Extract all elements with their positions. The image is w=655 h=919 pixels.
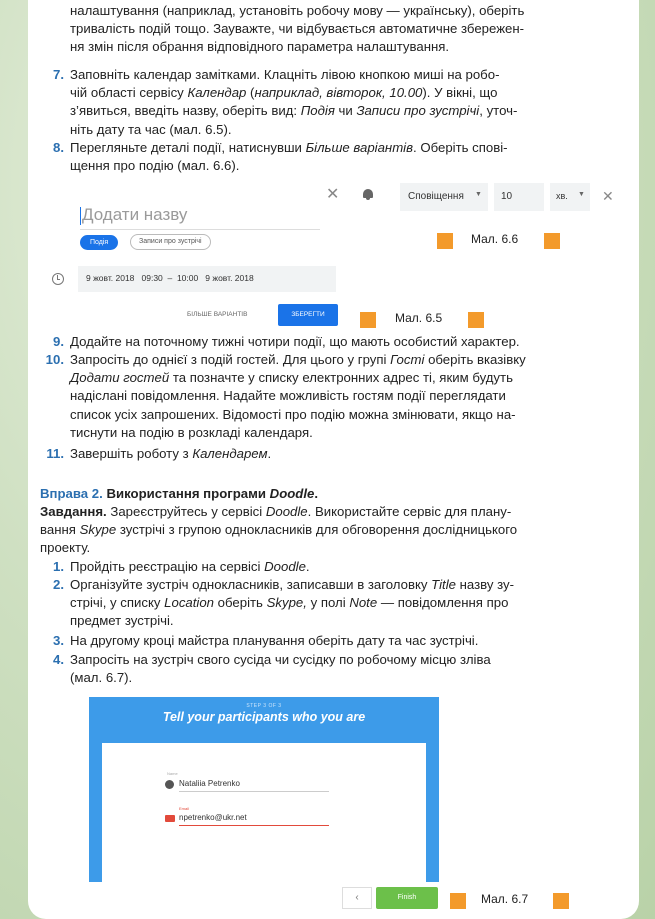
text-line: (мал. 6.7). bbox=[70, 670, 133, 686]
exercise-label: Вправа 2. bbox=[40, 486, 103, 501]
step-1-text: Пройдіть реєстрацію на сервісі Doodle. bbox=[70, 559, 310, 574]
text-line: проекту. bbox=[40, 540, 91, 556]
step-number: 2. bbox=[53, 577, 64, 592]
name-value: Nataliia Petrenko bbox=[179, 779, 240, 788]
tab-event[interactable]: Подія bbox=[80, 235, 118, 250]
task-label: Завдання. bbox=[40, 504, 107, 519]
notification-select[interactable] bbox=[400, 183, 488, 211]
text-line: список усіх запрошених. Відомості про подію можна змінювати, якщо на- bbox=[70, 406, 516, 422]
text-line: Перегляньте деталі події, натиснувши Більше варіантів. Оберіть спові- bbox=[70, 140, 508, 155]
caption-marker bbox=[437, 233, 453, 249]
email-value: npetrenko@ukr.net bbox=[179, 813, 247, 822]
text-line: надіслані повідомлення. Надайте можливість гостям події переглядати bbox=[70, 388, 506, 404]
clock-icon bbox=[52, 273, 64, 285]
step-number: 1. bbox=[53, 559, 64, 574]
caption-marker bbox=[450, 893, 466, 909]
wizard-heading: Tell your participants who you are bbox=[162, 710, 366, 724]
step-11-text: Завершіть роботу з Календарем. bbox=[70, 446, 272, 461]
caption-6-5: Мал. 6.5 bbox=[395, 311, 443, 325]
caption-6-6: Мал. 6.6 bbox=[471, 232, 519, 246]
exercise-title: Використання програми Doodle. bbox=[106, 486, 319, 501]
step-number: 10. bbox=[45, 352, 64, 367]
unit-select[interactable] bbox=[550, 183, 590, 211]
chevron-down-icon: ▼ bbox=[578, 191, 585, 198]
text-line: ня змін після обрання відповідного параметра налаштування. bbox=[70, 39, 450, 55]
wizard-step: STEP 3 OF 3 bbox=[246, 703, 282, 709]
exercise-2-heading bbox=[40, 485, 620, 503]
text-cursor bbox=[80, 207, 81, 225]
caption-marker bbox=[544, 233, 560, 249]
text-line: вання Skype зустрічі з групою однокласників для обговорення дослідницького bbox=[40, 522, 518, 538]
text-line: щення про подію (мал. 6.6). bbox=[70, 158, 240, 174]
name-label: Name bbox=[167, 771, 178, 776]
step-number: 8. bbox=[53, 140, 64, 155]
step-4-text bbox=[70, 651, 620, 687]
step-number: 4. bbox=[53, 652, 64, 667]
step-9-text: Додайте на поточному тижні чотири події, що мають особистий характер. bbox=[70, 334, 520, 349]
text-line: Додати гостей та позначте у списку електронних адрес ті, яким будуть bbox=[70, 370, 513, 386]
step-number: 7. bbox=[53, 67, 64, 82]
text-line: тиснути на подію в розкладі календаря. bbox=[70, 424, 313, 440]
user-icon bbox=[165, 780, 174, 789]
caption-marker bbox=[360, 312, 376, 328]
step-2-text bbox=[70, 576, 620, 631]
text-line: Завдання. Зареєструйтесь у сервісі Doodle. Використайте сервіс для плану- bbox=[40, 504, 512, 519]
more-options-button[interactable]: БІЛЬШЕ ВАРІАНТІВ bbox=[187, 311, 248, 318]
doodle-panel bbox=[89, 697, 439, 882]
title-placeholder: Додати назву bbox=[82, 205, 188, 224]
text-line: з’явиться, введіть назву, оберіть вид: Подія чи Записи про зустрічі, уточ- bbox=[70, 103, 518, 119]
chevron-down-icon: ▼ bbox=[475, 191, 482, 198]
notification-label: Сповіщення bbox=[408, 191, 464, 202]
task-paragraph bbox=[40, 503, 620, 558]
finish-button[interactable]: Finish bbox=[376, 887, 438, 909]
tab-notes[interactable]: Записи про зустрічі bbox=[130, 234, 211, 250]
notification-value: 10 bbox=[501, 191, 513, 202]
caption-6-7: Мал. 6.7 bbox=[481, 892, 529, 906]
notification-value-input[interactable] bbox=[494, 183, 544, 211]
step-number: 3. bbox=[53, 633, 64, 648]
text-line: тривалість подій тощо. Зауважте, чи відбувається автоматичне збережен- bbox=[70, 21, 525, 37]
date-time-text: 9 жовт. 2018 09:30 – 10:00 9 жовт. 2018 bbox=[86, 273, 254, 283]
unit-label: хв. bbox=[556, 191, 568, 201]
text-line: Організуйте зустріч однокласників, записавши в заголовку Title назву зу- bbox=[70, 577, 515, 592]
text-line: стрічі, у списку Location оберіть Skype, у полі Note — повідомлення про bbox=[70, 595, 509, 611]
email-input[interactable] bbox=[179, 813, 329, 826]
text-line: налаштування (наприклад, установіть робочу мову — українську), оберіть bbox=[70, 3, 525, 18]
event-title-input[interactable] bbox=[80, 205, 320, 230]
form-card bbox=[102, 743, 426, 882]
email-label: Email bbox=[179, 806, 190, 811]
name-input[interactable] bbox=[179, 779, 329, 792]
text-line: чій області сервісу Календар (наприклад, вівторок, 10.00). У вікні, що bbox=[70, 85, 498, 101]
paragraph-continuation bbox=[70, 2, 620, 57]
step-8-text bbox=[70, 139, 620, 175]
step-10-text bbox=[70, 351, 620, 442]
step-number: 11. bbox=[46, 446, 64, 461]
text-line: Заповніть календар замітками. Клацніть лівою кнопкою миші на робо- bbox=[70, 67, 500, 82]
caption-marker bbox=[468, 312, 484, 328]
back-button[interactable]: ‹ bbox=[342, 887, 372, 909]
step-number: 9. bbox=[53, 334, 64, 349]
text-line: Запросіть на зустріч свого сусіда чи сусідку по робочому місцю зліва bbox=[70, 652, 491, 667]
text-line: предмет зустрічі. bbox=[70, 613, 174, 629]
close-icon[interactable]: ✕ bbox=[326, 186, 340, 203]
step-3-text: На другому кроці майстра планування оберіть дату та час зустрічі. bbox=[70, 633, 479, 648]
text-line: ніть дату та час (мал. 6.5). bbox=[70, 121, 232, 137]
step-7-text bbox=[70, 66, 620, 139]
caption-marker bbox=[553, 893, 569, 909]
remove-notification-icon[interactable]: ✕ bbox=[602, 188, 614, 204]
mail-icon bbox=[165, 815, 175, 822]
bell-icon bbox=[363, 189, 373, 198]
text-line: Запросіть до однієї з подій гостей. Для цього у групі Гості оберіть вказівку bbox=[70, 352, 526, 367]
save-button[interactable]: ЗБЕРЕГТИ bbox=[278, 304, 338, 326]
